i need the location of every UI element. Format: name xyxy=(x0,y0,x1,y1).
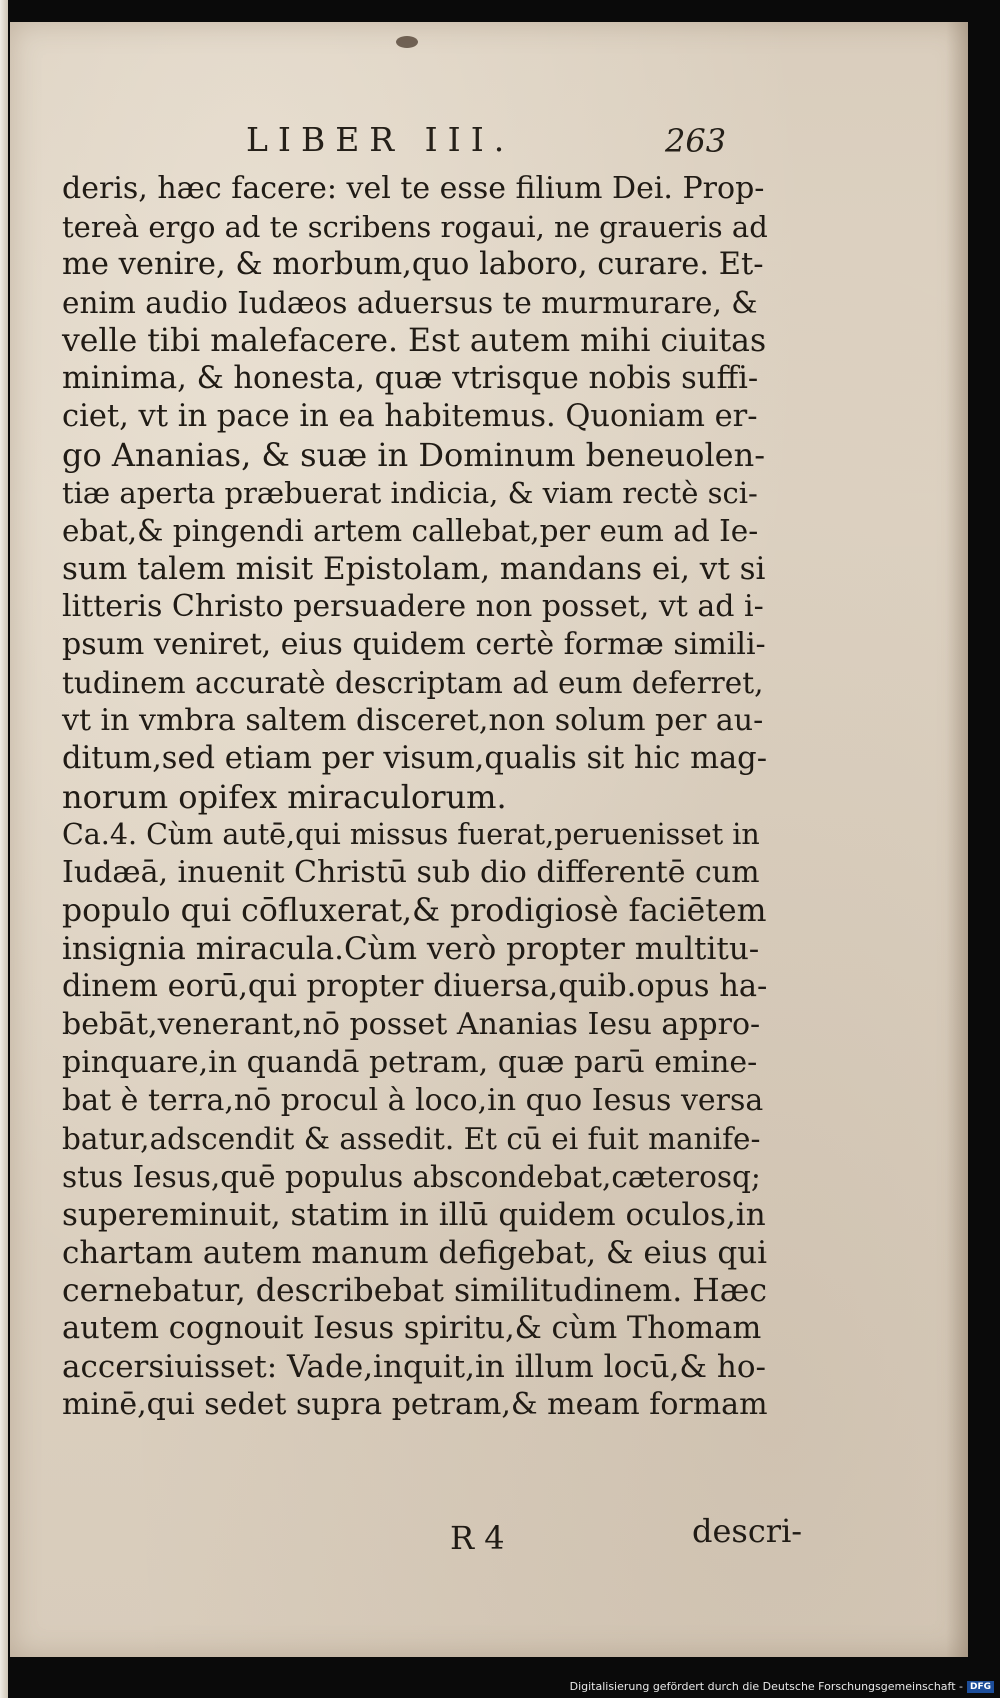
text-line: go Ananias, & suæ in Dominum beneuolen- xyxy=(62,436,766,474)
text-line: ciet, vt in pace in ea habitemus. Quoniam er- xyxy=(62,399,758,434)
text-line: supereminuit, statim in illū quidem oculos,in xyxy=(62,1197,766,1233)
page-number: 263 xyxy=(665,122,727,160)
credit-text: Digitalisierung gefördert durch die Deutsche Forschungsgemeinschaft - xyxy=(569,1680,963,1693)
text-line: cernebatur, describebat similitudinem. Hæc xyxy=(62,1273,768,1309)
text-line: tudinem accuratè descriptam ad eum deferret, xyxy=(62,666,764,700)
text-line: insignia miracula.Cùm verò propter multitu- xyxy=(62,931,760,967)
text-line: Ca.4. Cùm autē,qui missus fuerat,peruenisset in xyxy=(62,818,760,851)
text-line: litteris Christo persuadere non posset, vt ad i- xyxy=(62,589,764,624)
text-line: minima, & honesta, quæ vtrisque nobis suffi- xyxy=(62,361,759,396)
signature-mark: R 4 xyxy=(450,1519,505,1557)
text-line: norum opifex miraculorum. xyxy=(62,778,507,816)
text-line: batur,adscendit & assedit. Et cū ei fuit manife- xyxy=(62,1122,761,1156)
text-line: tereà ergo ad te scribens rogaui, ne graueris ad xyxy=(62,210,768,244)
text-line: psum veniret, eius quidem certè formæ simili- xyxy=(62,627,766,662)
dfg-logo: DFG xyxy=(967,1681,994,1693)
text-line: tiæ aperta præbuerat indicia, & viam rectè sci- xyxy=(62,476,758,510)
text-line: chartam autem manum defigebat, & eius qui xyxy=(62,1235,768,1271)
text-line: ebat,& pingendi artem callebat,per eum ad Ie- xyxy=(62,514,759,548)
digitization-credit xyxy=(570,1680,994,1693)
text-line: bat è terra,nō procul à loco,in quo Iesus versa xyxy=(62,1083,764,1118)
body-text xyxy=(62,170,768,1424)
text-line: populo qui cōfluxerat,& prodigiosè faciētem xyxy=(62,893,767,929)
text-line: bebāt,venerant,nō posset Ananias Iesu appro- xyxy=(62,1007,761,1042)
text-line: enim audio Iudæos aduersus te murmurare, & xyxy=(62,286,758,320)
ink-stain xyxy=(396,36,418,48)
book-page xyxy=(10,22,968,1657)
text-line: velle tibi malefacere. Est autem mihi ciuitas xyxy=(62,323,767,359)
text-line: ditum,sed etiam per visum,qualis sit hic mag- xyxy=(62,741,767,776)
text-line: minē,qui sedet supra petram,& meam formam xyxy=(62,1387,768,1422)
text-line: Iudæā, inuenit Christū sub dio differentē cum xyxy=(62,855,760,890)
page-gutter-shadow xyxy=(946,22,968,1657)
scan-edge xyxy=(0,0,8,1698)
text-line: pinquare,in quandā petram, quæ parū emine- xyxy=(62,1045,758,1080)
text-line: stus Iesus,quē populus abscondebat,cæterosq; xyxy=(62,1160,761,1194)
running-head-title: LIBER III. xyxy=(246,120,515,159)
text-line: accersiuisset: Vade,inquit,in illum locū,& ho- xyxy=(62,1349,766,1385)
catchword: descri- xyxy=(692,1512,803,1550)
text-line: sum talem misit Epistolam, mandans ei, vt si xyxy=(62,551,766,587)
text-line: me venire, & morbum,quo laboro, curare. Et- xyxy=(62,247,764,282)
running-head xyxy=(10,120,968,170)
text-line: dinem eorū,qui propter diuersa,quib.opus ha- xyxy=(62,969,768,1004)
text-line: deris, hæc facere: vel te esse filium Dei. Prop- xyxy=(62,171,765,206)
text-line: vt in vmbra saltem disceret,non solum per au- xyxy=(62,703,764,738)
text-line: autem cognouit Iesus spiritu,& cùm Thomam xyxy=(62,1311,762,1346)
